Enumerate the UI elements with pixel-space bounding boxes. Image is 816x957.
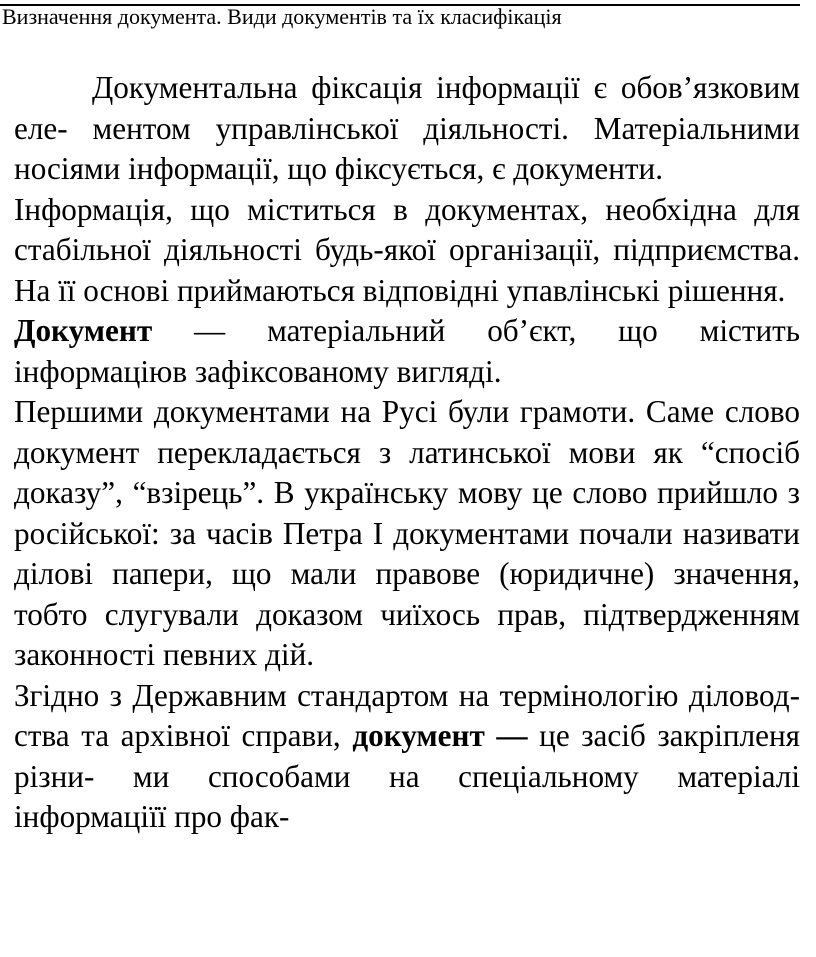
paragraph-document-definition — [14, 311, 800, 392]
term-document: Документ — [14, 313, 153, 348]
running-header: Визначення документа. Види документів та їх класифікація — [2, 4, 562, 29]
paragraph-information: Інформація, що міститься в документах, необхідна для стабільної діяльності будь-якої організації, підприємства. На її основі приймаються відповідні упавлінські рішення. — [14, 191, 800, 308]
paragraph-state-standard — [14, 676, 800, 838]
paragraph-history: Першими документами на Русі були грамоти. Саме слово документ перекладається з латинської мови як “спосіб доказу”, “взірець”. В українську мову це слово прийшло з російської: за часів Петра І документами почали називати ділові папери, що мали правове (юридичне) значення, тобто слугували доказом чиїхось прав, підтвердженням законності певних дій. — [14, 394, 800, 672]
document-body — [14, 68, 800, 838]
standard-dash: — — [496, 718, 528, 753]
definition-dash: — — [194, 313, 226, 348]
definition-text-end: в зафіксованому вигляді. — [172, 353, 502, 389]
paragraph-documentation: Документальна фіксація інформації є обов’язковим еле- ментом управлінської діяльності. Матеріальними носіями інформації, що фіксується, є документи. — [14, 70, 800, 186]
term-document-standard: документ — [352, 718, 485, 753]
standard-text-end: це засіб закріпленя різни- ми способами на спеціальному матеріалі інформаціїї про фак- — [14, 718, 801, 834]
standard-text-start: Згідно з Державним стандартом на термінологію діловод- ства та архівної справи, — [14, 677, 800, 753]
definition-text: матеріальний об’єкт, що містить інформацію — [14, 313, 801, 389]
